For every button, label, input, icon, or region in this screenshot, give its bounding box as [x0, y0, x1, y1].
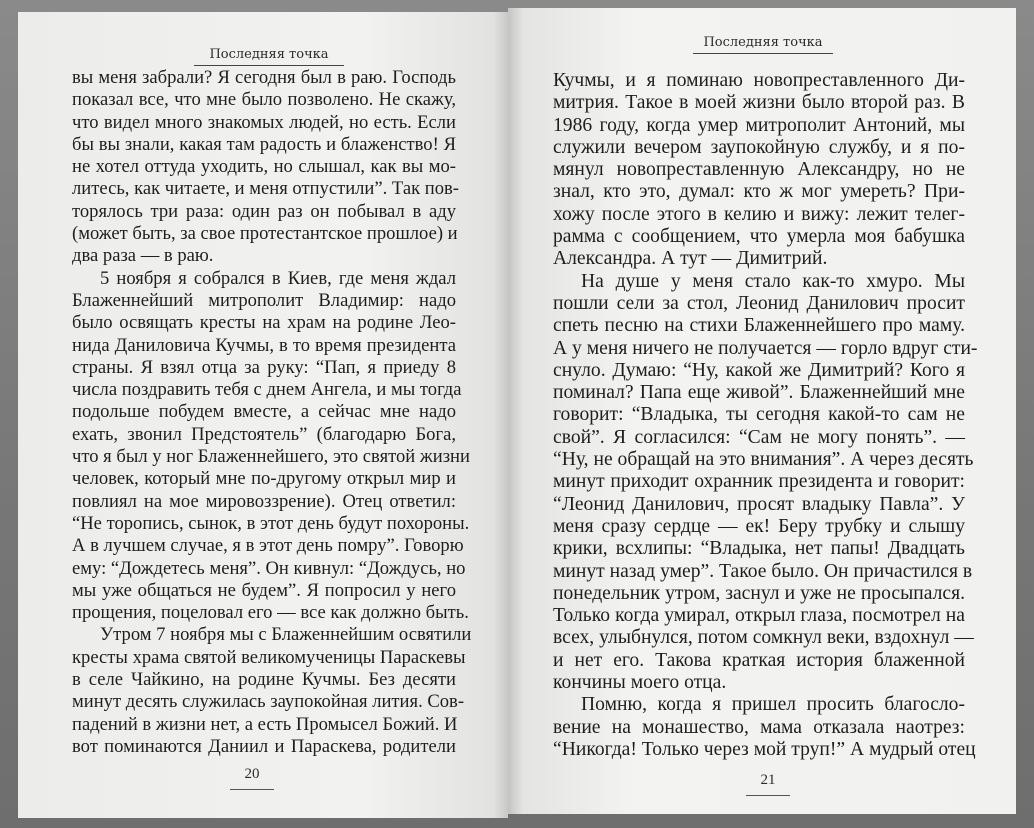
text-line: и нет его. Такова краткая история блаженной [553, 649, 965, 671]
text-line: ему: “Дождетесь меня”. Он кивнул: “Дождусь, но [72, 557, 466, 579]
text-line: рамма с сообщением, что умерла моя бабушка [553, 226, 965, 248]
text-line: минут десять служилась заупокойная лития. Сов- [72, 691, 465, 713]
text-line: А у меня ничего не получается — горло вдруг сти- [553, 337, 978, 359]
text-line: поминал? Папа еще живой”. Блаженнейший мне [553, 382, 965, 404]
text-line: кончины моего отца. [553, 672, 727, 694]
page-number-text: 20 [244, 766, 260, 782]
text-line: падений в жизни нет, а есть Промысел Божий. И [72, 713, 458, 735]
page-number [738, 772, 798, 796]
page-body [553, 70, 978, 761]
text-line: Помню, когда я пришел просить благосло- [581, 694, 965, 716]
right-page [508, 8, 1016, 814]
text-line: “Никогда! Только через мой труп!” А мудрый отец [553, 738, 976, 760]
text-line: говорит: “Владыка, ты сегодня какой-то сам не [553, 404, 965, 426]
text-line: Кучмы, и я поминаю новопреставленного Ди- [553, 70, 965, 91]
left-page [18, 12, 508, 818]
text-line: ехать, звонил Предстоятель” (благодарю Бога, [72, 423, 456, 445]
text-line: было освящать кресты на храм на родине Лео- [72, 312, 456, 334]
text-line: меня сразу сердце — ек! Беру трубку и слышу [553, 515, 965, 537]
text-line: бы вы знали, какая там радость и блаженство! Я [72, 133, 456, 155]
text-line: пошли сели за стол, Леонид Данилович просит [553, 292, 965, 314]
text-line: торялось три раза: один раз он побывал в аду [72, 200, 456, 222]
text-line: “Леонид Данилович, просят владыку Павла”. У [553, 493, 965, 515]
text-line: мы уже общаться не будем”. Я попросил у него [72, 579, 456, 601]
text-line: человек, который мне по-другому открыл мир и [72, 468, 456, 490]
text-line: Блаженнейший митрополит Владимир: надо [72, 289, 456, 311]
page-body [72, 67, 472, 758]
running-head-rule [194, 65, 344, 66]
page-number [222, 766, 282, 790]
text-line: Утром 7 ноября мы с Блаженнейшим освятили [100, 624, 472, 646]
text-line: (может быть, за свое протестантское прошлое) и [72, 223, 458, 245]
text-line: числа поздравить тебя с днем Ангела, и мы тогда [72, 379, 462, 401]
text-line: мянул новопреставленную Александру, но не [553, 159, 965, 181]
running-head [693, 35, 833, 54]
text-line: спеть песню на стихи Блаженнейшего про маму. [553, 315, 965, 337]
text-line: всех, улыбнулся, потом сомкнул веки, вздохнул — [553, 627, 974, 649]
running-head-text: Последняя точка [703, 35, 823, 50]
text-line: служили вечером заупокойную службу, и я по- [553, 136, 965, 158]
text-line: прощения, поцеловал его — все как должно быть. [72, 602, 469, 624]
text-line: митрия. Такое в моей жизни было второй раз. В [553, 92, 965, 114]
text-line: На душе у меня стало как-то хмуро. Мы [581, 270, 965, 292]
text-line: что видел много знакомых людей, но есть. Если [72, 111, 456, 133]
text-line: Александра. А тут — Димитрий. [553, 248, 828, 270]
text-line: подольше побудем вместе, а сейчас мне надо [72, 401, 456, 423]
text-line: крики, всхлипы: “Владыка, нет папы! Двадцать [553, 538, 965, 560]
text-line: вот поминаются Даниил и Параскева, родители [72, 735, 456, 757]
text-line: минут приходит охранник президента и говорит: [553, 471, 965, 493]
text-line: снуло. Думаю: “Ну, какой же Димитрий? Кого я [553, 359, 965, 381]
text-line: страны. Я взял отца за руку: “Пап, я приеду 8 [72, 356, 456, 378]
text-line: вы меня забрали? Я сегодня был в раю. Господь [72, 67, 456, 88]
text-line: повлиял на мое мировоззрение). Отец ответил: [72, 490, 456, 512]
text-line: два раза — в раю. [72, 245, 214, 267]
text-line: что я был у ног Блаженнейшего, это святой жизни [72, 446, 470, 468]
text-line: свой”. Я согласился: “Сам не могу понять”. — [553, 426, 965, 448]
text-line: А в лучшем случае, я в этот день помру”. Говорю [72, 535, 464, 557]
text-line: в селе Чайкино, на родине Кучмы. Без десяти [72, 669, 456, 691]
running-head-text: Последняя точка [209, 47, 329, 62]
text-line: минут назад умер”. Такое было. Он причастился в [553, 560, 973, 582]
text-line: 5 ноября я собрался в Киев, где меня ждал [100, 267, 456, 289]
text-line: нида Даниловича Кучмы, в то время президента [72, 334, 456, 356]
text-line: хожу после этого в келию и вижу: лежит телег- [553, 203, 965, 225]
text-line: кресты храма святой великомученицы Параскевы [72, 646, 466, 668]
text-line: “Не торопись, сынок, в этот день будут похороны. [72, 512, 470, 534]
text-line: 1986 году, когда умер митрополит Антоний, мы [553, 114, 965, 136]
page-number-rule [230, 789, 274, 790]
text-line: Только когда умирал, открыл глаза, посмотрел на [553, 605, 965, 627]
page-number-rule [746, 795, 790, 796]
text-line: понедельник утром, заснул и уже не просыпался. [553, 582, 965, 604]
text-line: литесь, как читаете, и меня отпустили”. Так пов- [72, 178, 459, 200]
text-line: вение на монашество, мама отказала наотрез: [553, 716, 965, 738]
running-head-rule [693, 53, 833, 54]
page-number-text: 21 [760, 772, 776, 788]
text-line: не хотел оттуда уходить, но слышал, как вы мо- [72, 156, 456, 178]
text-line: показал все, что мне было позволено. Не скажу, [72, 89, 456, 111]
text-line: “Ну, не обращай на это внимания”. А через десять [553, 449, 974, 471]
text-line: знал, кто это, думал: кто ж мог умереть? При- [553, 181, 965, 203]
running-head [194, 47, 344, 66]
